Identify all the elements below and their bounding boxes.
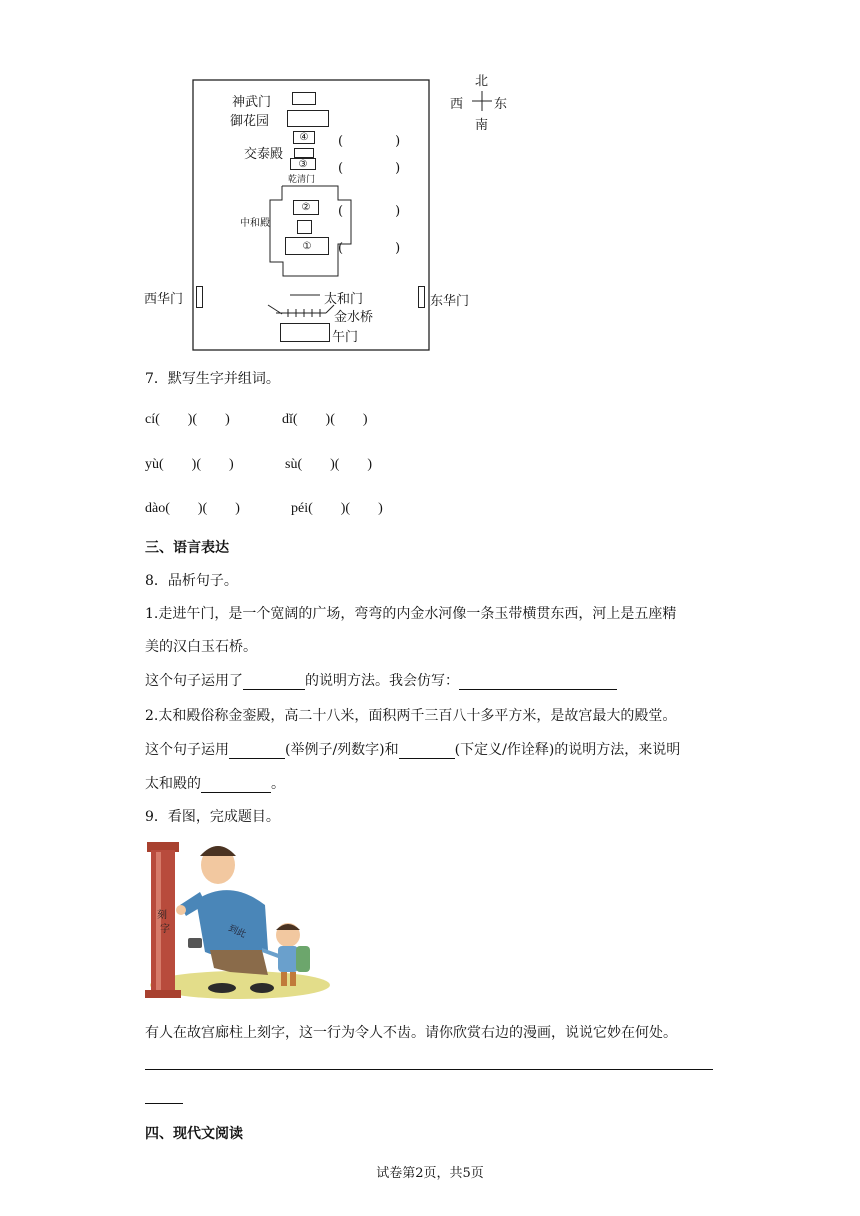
q7-item-yu[interactable]: yù( )( ) [145,457,234,472]
q7-item-su[interactable]: sù( )( ) [285,457,373,472]
blank-hall-3[interactable]: ( ) [338,161,401,176]
q8-s1-line2: 美的汉白玉石桥。 [145,639,257,655]
q7-title: 7．默写生字并组词。 [145,371,280,387]
q7-item-ci[interactable]: cí( )( ) [145,412,230,427]
q8-s2-question-part-c: (下定义/作诠释)的说明方法，来说明 [454,742,681,758]
label-jiaotaidian: 交泰殿 [244,147,284,162]
q8-s2-question-part-b: (举例子/列数字)和 [285,742,399,758]
q7-item-di[interactable]: dǐ( )( ) [282,412,368,427]
compass-north: 北 [475,74,489,89]
q8-s2-line1: 2.太和殿俗称金銮殿，高二十八米，面积两千三百八十多平方米，是故宫最大的殿堂。 [145,708,677,724]
q7-item-pei[interactable]: péi( )( ) [291,501,383,516]
q9-answer-line-1[interactable] [145,1069,713,1070]
q9-question: 有人在故宫廊柱上刻字，这一行为令人不齿。请你欣赏右边的漫画，说说它妙在何处。 [145,1025,677,1041]
svg-text:字: 字 [160,924,170,935]
label-taihemen: 太和门 [324,292,364,307]
q8-s1-question-part-a: 这个句子运用了 [145,673,243,689]
svg-text:到此: 到此 [226,923,248,941]
hall-1-number: ① [302,240,312,252]
q8-s1-question-part-b: 的说明方法。我会仿写： [305,673,459,689]
q8-s2-question-part-a: 这个句子运用 [145,742,229,758]
label-xihuamen: 西华门 [144,292,184,307]
label-shenwumen: 神武门 [232,95,272,110]
compass-south: 南 [475,118,489,133]
hall-4-number: ④ [299,132,309,143]
hall-3-number: ③ [298,158,308,170]
section4-title: 四、现代文阅读 [145,1126,243,1142]
label-zhonghedian: 中和殿 [240,218,270,229]
hall-2-number: ② [301,202,311,213]
blank-hall-4[interactable]: ( ) [338,134,401,149]
q8-s2-question-part-d: 太和殿的 [145,776,201,792]
compass-east: 东 [494,97,508,112]
label-qianqingmen: 乾清门 [288,175,316,185]
q7-item-dao[interactable]: dào( )( ) [145,501,240,516]
blank-hall-1[interactable]: ( ) [338,241,401,256]
section3-title: 三、语言表达 [145,540,229,556]
blank-hall-2[interactable]: ( ) [338,204,401,219]
label-yuhuayuan: 御花园 [230,114,270,129]
q8-title: 8．品析句子。 [145,573,238,589]
page-footer: 试卷第2页，共5页 [376,1166,484,1181]
q8-s2-question-part-e: 。 [271,776,285,792]
q9-title: 9．看图，完成题目。 [145,809,280,825]
q8-s1-line1: 1.走进午门，是一个宽阔的广场，弯弯的内金水河像一条玉带横贯东西，河上是五座精 [145,606,677,622]
svg-text:刻: 刻 [157,910,167,921]
label-donghuamen: 东华门 [430,294,470,309]
label-jinshuiqiao: 金水桥 [334,310,374,325]
compass-west: 西 [450,97,464,112]
q9-answer-line-2[interactable] [145,1103,183,1104]
label-wumen: 午门 [332,330,359,345]
